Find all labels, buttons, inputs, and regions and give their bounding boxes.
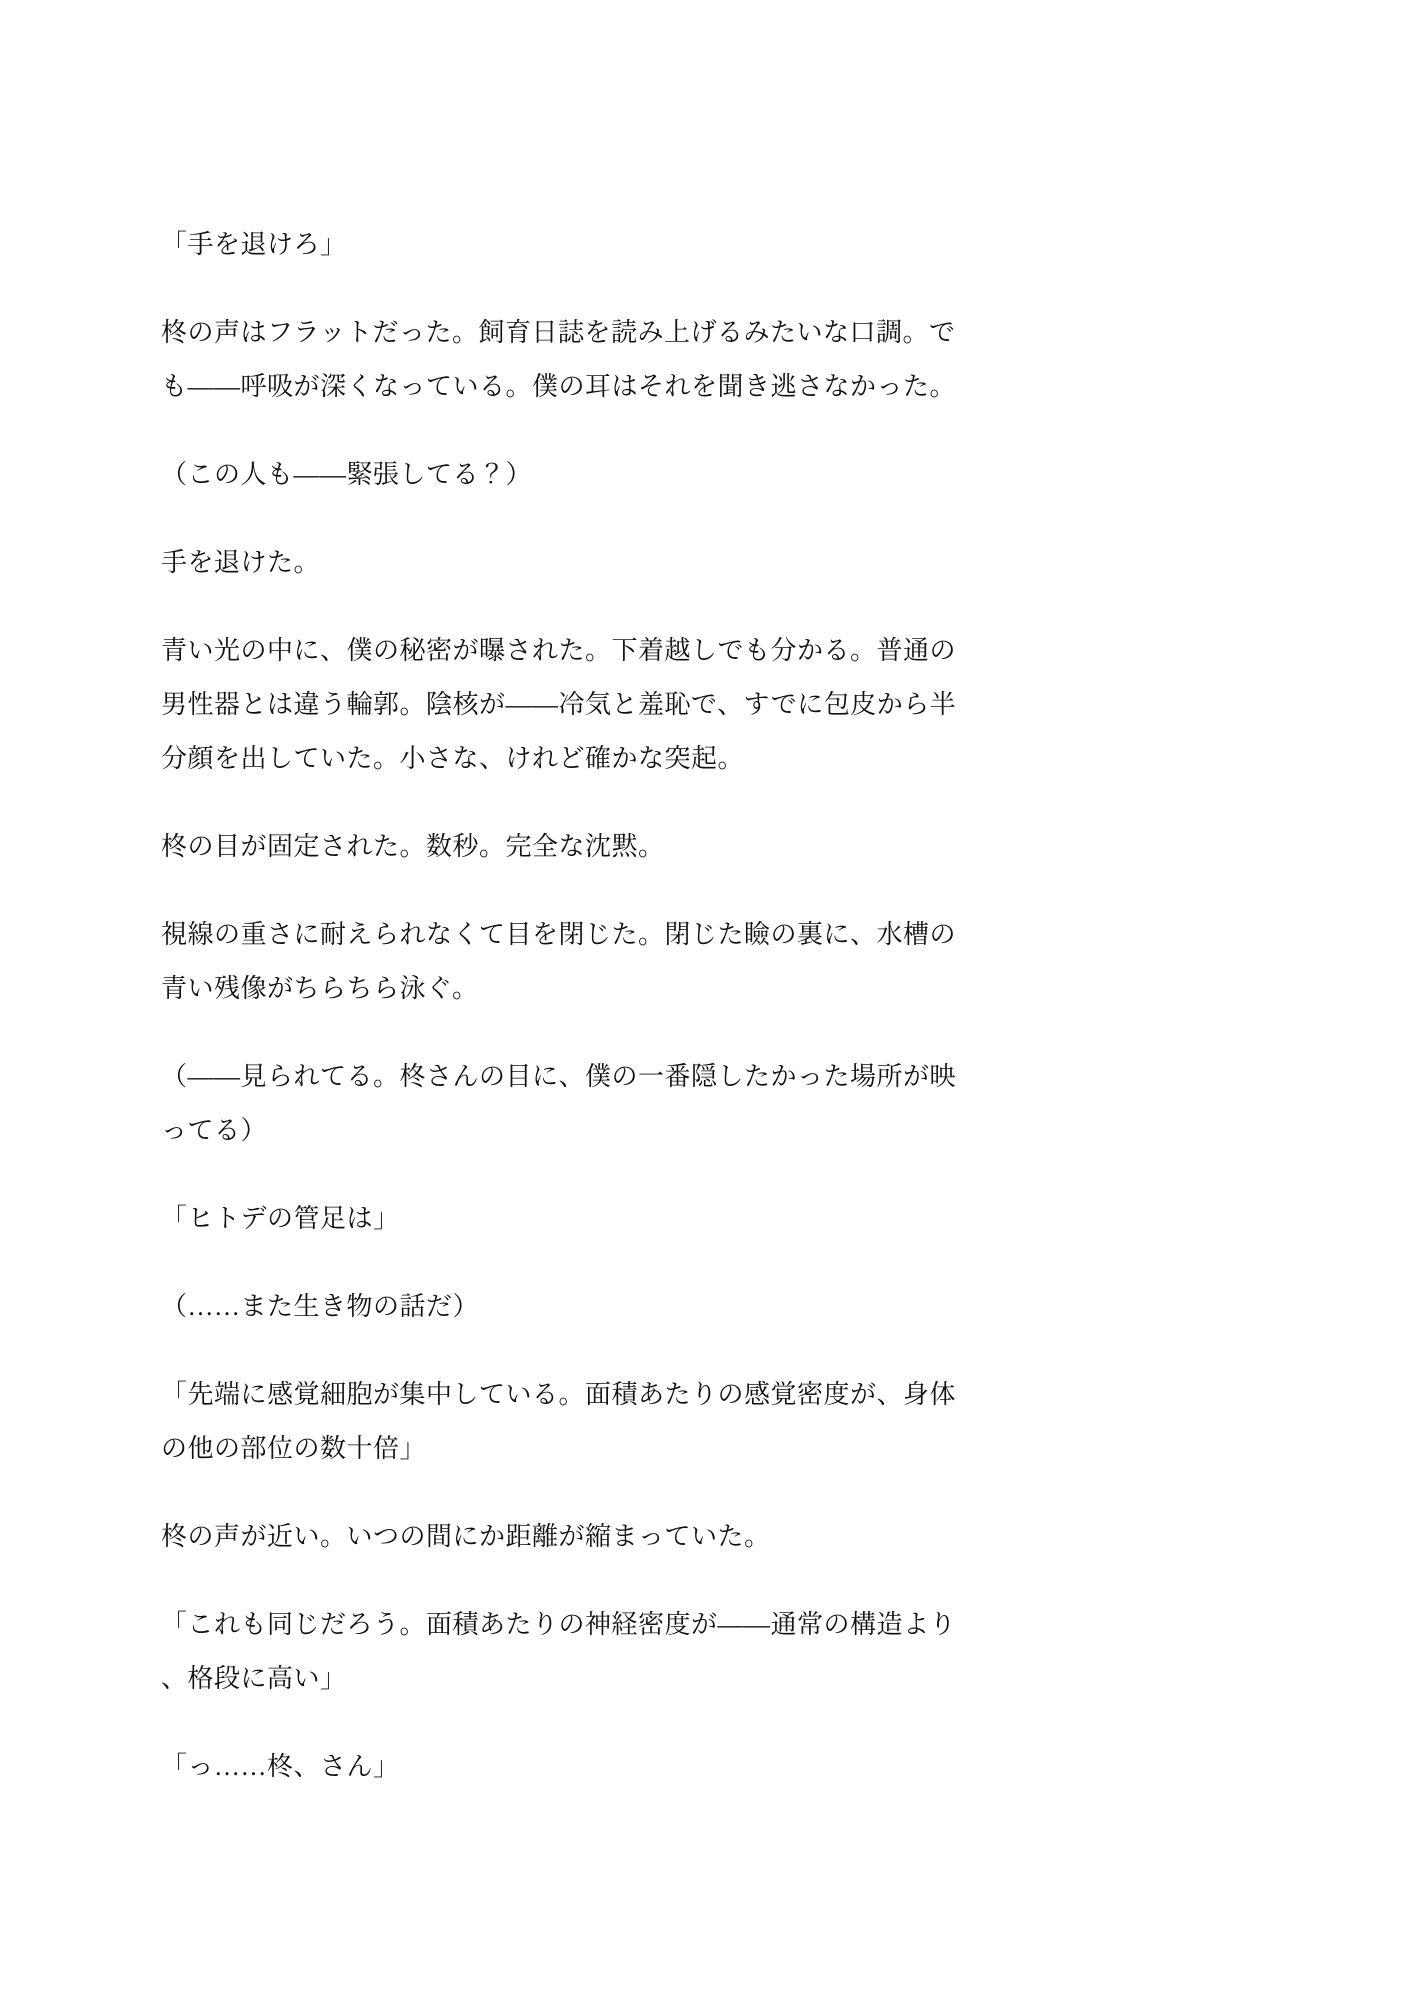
text-line: 「先端に感覚細胞が集中している。面積あたりの感覚密度が、身体	[161, 1380, 957, 1409]
text-line: 手を退けた。	[161, 548, 321, 577]
text-line: （――見られてる。柊さんの目に、僕の一番隠したかった場所が映	[161, 1062, 957, 1091]
paragraph-8	[161, 1050, 957, 1158]
text-line: 柊の目が固定された。数秒。完全な沈黙。	[161, 832, 665, 861]
text-line: も――呼吸が深くなっている。僕の耳はそれを聞き逃さなかった。	[161, 372, 957, 401]
text-line: 柊の声が近い。いつの間にか距離が縮まっていた。	[161, 1522, 771, 1551]
paragraph-2	[161, 306, 957, 414]
text-line: 「これも同じだろう。面積あたりの神経密度が――通常の構造より	[161, 1610, 957, 1639]
paragraph-10	[161, 1280, 951, 1334]
text-line: の他の部位の数十倍」	[161, 1434, 427, 1463]
text-line: 分顔を出していた。小さな、けれど確かな突起。	[161, 744, 745, 773]
text-line: 柊の声はフラットだった。飼育日誌を読み上げるみたいな口調。で	[161, 318, 956, 347]
paragraph-6	[161, 820, 951, 874]
paragraph-4	[161, 536, 951, 590]
text-line: 「ヒトデの管足は」	[161, 1204, 400, 1233]
paragraph-14	[161, 1740, 951, 1794]
text-line: 青い光の中に、僕の秘密が曝された。下着越しでも分かる。普通の	[161, 636, 957, 665]
paragraph-9	[161, 1192, 951, 1246]
paragraph-11	[161, 1368, 957, 1476]
paragraph-13	[161, 1598, 957, 1706]
text-line: 、格段に高い」	[161, 1664, 347, 1693]
paragraph-1	[161, 218, 951, 272]
text-line: 「っ……柊、さん」	[161, 1752, 400, 1781]
text-line: 視線の重さに耐えられなくて目を閉じた。閉じた瞼の裏に、水槽の	[161, 920, 957, 949]
prose-text-block	[161, 218, 957, 1794]
text-line: 青い残像がちらちら泳ぐ。	[161, 974, 479, 1003]
paragraph-5	[161, 624, 957, 786]
paragraph-7	[161, 908, 957, 1016]
paragraph-3	[161, 448, 951, 502]
text-line: ってる）	[161, 1116, 268, 1145]
text-line: （……また生き物の話だ）	[161, 1292, 480, 1321]
text-line: （この人も――緊張してる？）	[161, 460, 533, 489]
text-line: 「手を退けろ」	[161, 230, 347, 259]
text-line: 男性器とは違う輪郭。陰核が――冷気と羞恥で、すでに包皮から半	[161, 690, 957, 719]
paragraph-12	[161, 1510, 951, 1564]
